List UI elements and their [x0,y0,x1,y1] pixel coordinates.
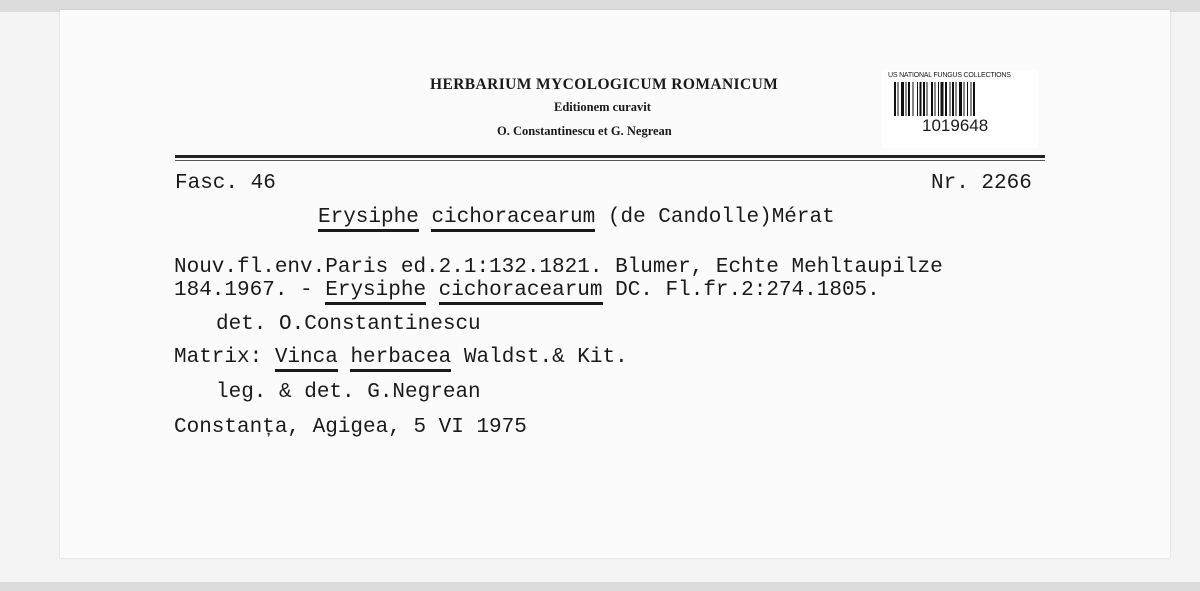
edition-line: Editionem curavit [554,100,651,114]
taxon-genus: Erysiphe [318,206,419,232]
barcode-collection: US NATIONAL FUNGUS COLLECTIONS [888,72,1011,79]
host-species: herbacea [350,346,451,372]
reference-source: DC. Fl.fr.2:274.1805. [602,279,880,302]
locality: Constanța, Agigea, 5 VI 1975 [174,416,527,439]
host-authority: Waldst.& Kit. [451,346,628,369]
reference-line-1: Nouv.fl.env.Paris ed.2.1:132.1821. Blumer, Echte Mehltaupilze [174,256,943,279]
collector: leg. & det. G.Negrean [216,381,481,404]
reference-species: cichoracearum [439,279,603,305]
barcode-icon [894,82,1030,116]
barcode-number: 1019648 [922,116,989,135]
barcode-label [882,70,1038,148]
reference-genus: Erysiphe [325,279,426,305]
specimen-number: Nr. 2266 [931,172,1032,195]
fascicle-number: Fasc. 46 [175,172,276,195]
matrix-prefix: Matrix: [174,346,275,369]
taxon-species: cichoracearum [431,206,595,232]
herbarium-title: HERBARIUM MYCOLOGICUM ROMANICUM [430,76,779,93]
reference-line-2 [174,279,880,302]
determiner: det. O.Constantinescu [216,313,481,336]
header-divider [175,155,1045,158]
curators-line: O. Constantinescu et G. Negrean [497,124,672,138]
host-matrix [174,346,628,369]
reference-citation: 184.1967. - [174,279,326,302]
taxon-authority: (de Candolle)Mérat [607,206,835,229]
taxon-name [318,206,835,229]
host-genus: Vinca [275,346,338,372]
header-divider-thin [175,160,1045,161]
